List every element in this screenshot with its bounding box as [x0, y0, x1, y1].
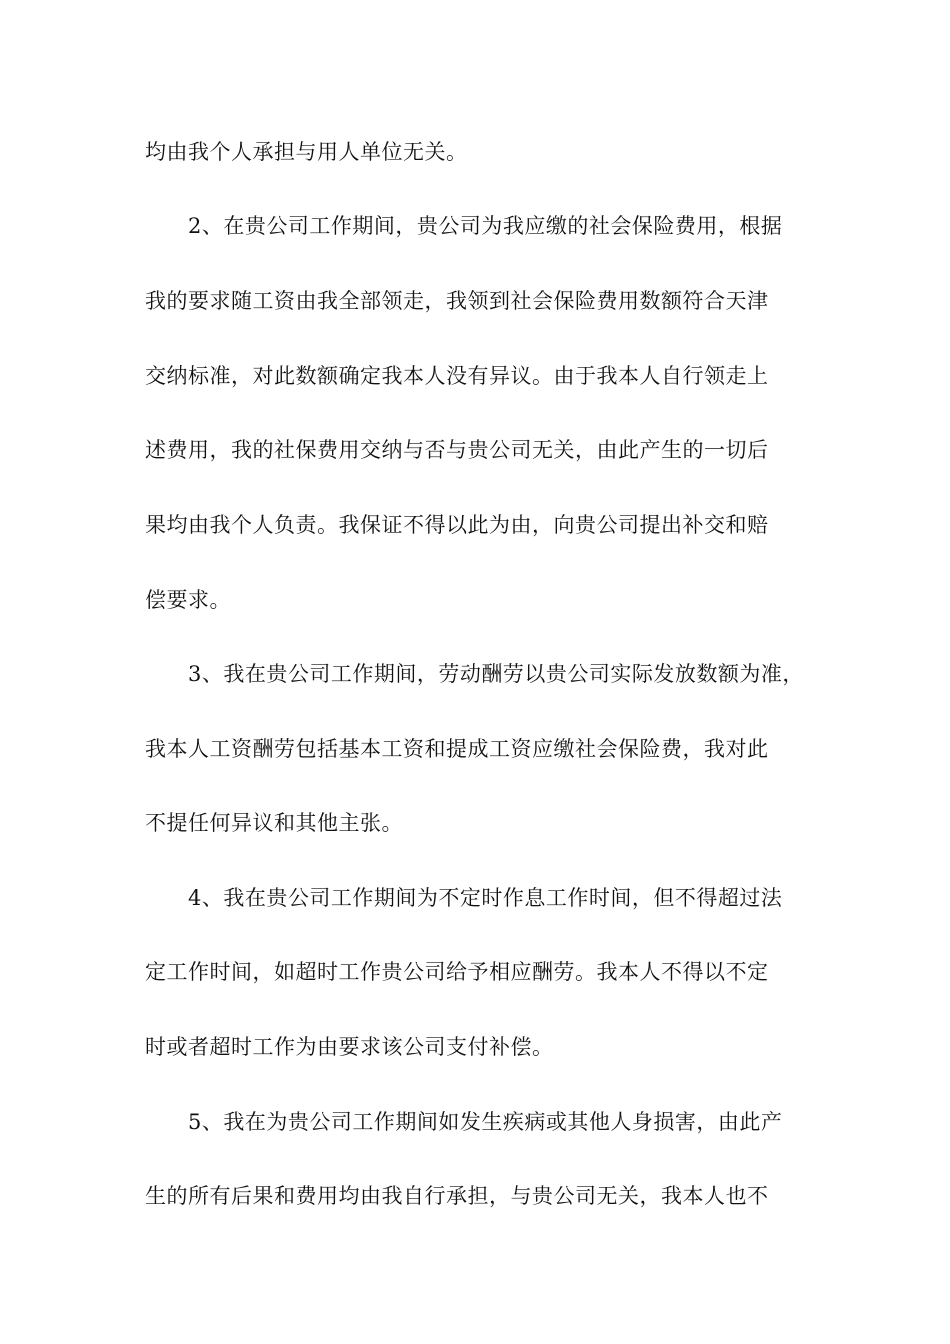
clause-5-line-2: 生的所有后果和费用均由我自行承担，与贵公司无关，我本人也不	[145, 1184, 769, 1208]
clause-5-line-1: 5、我在为贵公司工作期间如发生疾病或其他人身损害，由此产	[188, 1110, 783, 1134]
clause-4-line-3: 时或者超时工作为由要求该公司支付补偿。	[145, 1035, 554, 1059]
clause-2-line-6: 偿要求。	[145, 588, 231, 612]
clause-4-line-1: 4、我在贵公司工作期间为不定时作息工作时间，但不得超过法	[188, 886, 783, 910]
clause-3-line-1: 3、我在贵公司工作期间，劳动酬劳以贵公司实际发放数额为准，	[188, 662, 804, 686]
clause-4-line-2: 定工作时间，如超时工作贵公司给予相应酬劳。我本人不得以不定	[145, 960, 769, 984]
text-line-1: 均由我个人承担与用人单位无关。	[145, 140, 468, 164]
clause-2-line-1: 2、在贵公司工作期间，贵公司为我应缴的社会保险费用，根据	[188, 214, 783, 238]
clause-2-line-2: 我的要求随工资由我全部领走，我领到社会保险费用数额符合天津	[145, 289, 769, 313]
clause-2-line-5: 果均由我个人负责。我保证不得以此为由，向贵公司提出补交和赔	[145, 513, 769, 537]
clause-3-line-2: 我本人工资酬劳包括基本工资和提成工资应缴社会保险费，我对此	[145, 737, 769, 761]
clause-3-line-3: 不提任何异议和其他主张。	[145, 811, 403, 835]
clause-2-line-3: 交纳标准，对此数额确定我本人没有异议。由于我本人自行领走上	[145, 364, 769, 388]
clause-2-line-4: 述费用，我的社保费用交纳与否与贵公司无关，由此产生的一切后	[145, 438, 769, 462]
